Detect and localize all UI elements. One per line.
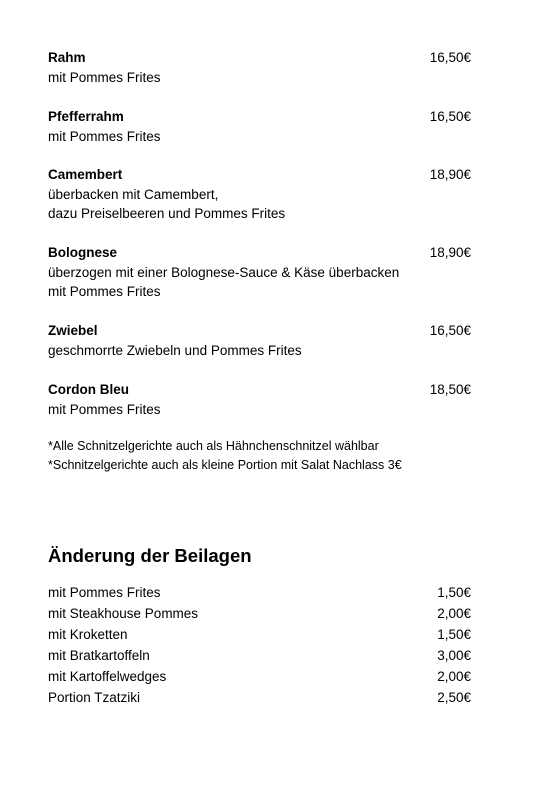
menu-notes	[48, 437, 402, 474]
dish-price: 16,50€	[429, 50, 471, 65]
dish-name: Cordon Bleu	[48, 382, 129, 397]
side-name: mit Steakhouse Pommes	[48, 606, 199, 621]
side-price: 2,00€	[437, 669, 471, 684]
dish-price: 18,90€	[429, 245, 471, 260]
side-price: 2,50€	[437, 690, 471, 705]
side-name: Portion Tzatziki	[48, 690, 141, 705]
side-item	[48, 624, 471, 645]
sides-list	[48, 582, 471, 708]
dish-description: mit Pommes Frites	[48, 69, 161, 85]
note-line: *Alle Schnitzelgerichte auch als Hähnchenschnitzel wählbar	[48, 439, 379, 453]
dish-price: 18,50€	[429, 382, 471, 397]
side-item	[48, 603, 471, 624]
dish-price: 16,50€	[429, 109, 471, 124]
dish-description: mit Pommes Frites	[48, 401, 161, 417]
side-price: 1,50€	[437, 585, 471, 600]
dish-description: geschmorrte Zwiebeln und Pommes Frites	[48, 342, 302, 358]
dish-zwiebel	[48, 321, 471, 360]
dish-description: überbacken mit Camembert,	[48, 186, 219, 202]
dish-description: mit Pommes Frites	[48, 284, 161, 299]
side-item	[48, 645, 471, 666]
note-line: *Schnitzelgerichte auch als kleine Portion mit Salat Nachlass 3€	[48, 457, 402, 472]
side-name: mit Bratkartoffeln	[48, 648, 150, 663]
dish-pfefferrahm	[48, 107, 471, 146]
side-price: 3,00€	[437, 648, 471, 663]
dish-rahm	[48, 48, 471, 87]
side-name: mit Kroketten	[48, 627, 128, 642]
side-item	[48, 666, 471, 687]
dish-name: Bolognese	[48, 245, 118, 260]
dish-cordon-bleu	[48, 380, 471, 419]
section-title: Änderung der Beilagen	[48, 545, 252, 566]
dish-description: überzogen mit einer Bolognese-Sauce & Käse überbacken	[48, 264, 400, 280]
side-price: 2,00€	[437, 606, 471, 621]
dish-name: Zwiebel	[48, 323, 98, 338]
dish-description: dazu Preiselbeeren und Pommes Frites	[48, 206, 286, 221]
side-name: mit Kartoffelwedges	[48, 669, 167, 684]
side-price: 1,50€	[437, 627, 471, 642]
dish-price: 18,90€	[429, 167, 471, 182]
dish-description: mit Pommes Frites	[48, 128, 161, 144]
side-item	[48, 582, 471, 603]
dish-name: Camembert	[48, 167, 123, 182]
dish-name: Rahm	[48, 50, 86, 65]
side-name: mit Pommes Frites	[48, 585, 161, 600]
side-item	[48, 687, 471, 708]
dish-bolognese	[48, 243, 471, 302]
dish-price: 16,50€	[429, 323, 471, 338]
dish-name: Pfefferrahm	[48, 109, 124, 124]
dish-camembert	[48, 165, 471, 224]
